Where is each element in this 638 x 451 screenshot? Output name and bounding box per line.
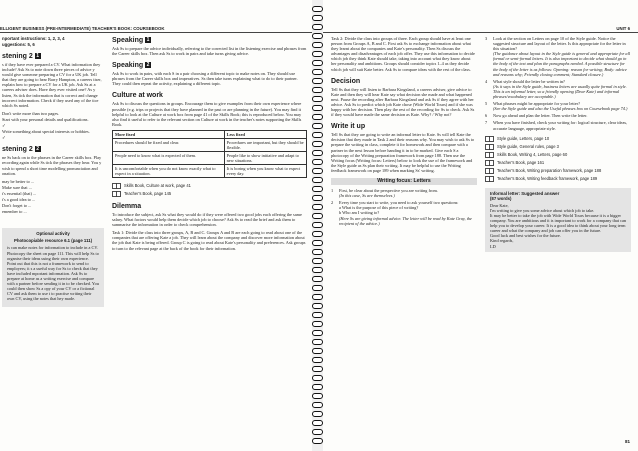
binding-coil: [312, 213, 323, 219]
ref-text: Style guide, General rules, page 3: [497, 144, 559, 150]
binding-coil: [312, 33, 323, 39]
binding-coil: [312, 411, 323, 417]
table-row: [113, 164, 307, 177]
binding-coil: [312, 132, 323, 138]
model-answer-box: [485, 188, 631, 252]
writing-steps-list: [485, 36, 631, 131]
checklist-item: ✓: [2, 123, 6, 129]
culture-at-work-text: Ask Ss to discuss the questions in groups. Encourage them to give examples from their own experience where possible (e.g. trips or projects that they have planned in the past or are planning in the future). You may find it helpful to look at the Culture at work box from page 41 of the Skills Book; this is reproduced below. You may also find it useful to refer to the relevant section on Culture at work in the teacher's notes supporting the Skills Book.: [112, 101, 302, 127]
book-reference-icon: [485, 168, 494, 174]
list-item: [485, 79, 631, 99]
binding-coil: [312, 384, 323, 390]
list-item-number: 5: [485, 101, 488, 107]
book-reference-icon: [485, 160, 494, 166]
book-reference-icon: [485, 176, 494, 182]
listening-2-text: ne Ss back on to the phrases in the Career skills box. Play recording again while Ss tick the phrases they hear. You y wish to spend a short time modelling pronunciation and onation.: [2, 155, 102, 176]
listening-1-heading: [2, 52, 104, 61]
culture-refs: [112, 183, 307, 197]
list-item-text: What style should the letter be written in?: [493, 78, 565, 84]
ref-line: [485, 144, 631, 150]
binding-coil: [312, 438, 323, 444]
table-row: [113, 151, 307, 164]
binding-coil: [312, 267, 323, 273]
dilemma-task-1-text: Task 1: Divide the class into three groups, A, B and C. Groups A and B are each going to read about one of the companies that are offering Kate a job. They will learn about the company and discover more information about the job that Kate is being offered. Group C is going to read about Kate's personality and preferences. Ask groups to turn to the relevant page at the back of the book for their information.: [112, 230, 306, 251]
phrase-list: [2, 179, 104, 215]
letter-line: Kind regards,: [490, 238, 514, 244]
binding-coil: [312, 276, 323, 282]
phrase-item: emember to ...: [2, 209, 27, 215]
ref-line: [112, 183, 307, 189]
list-item-number: 6: [485, 113, 488, 119]
binding-coil: [312, 96, 323, 102]
spiral-binding: [312, 0, 323, 451]
binding-coil: [312, 357, 323, 363]
list-item: [331, 188, 477, 198]
ref-line: [485, 152, 631, 158]
optional-activity-box: [2, 228, 104, 307]
intro-lines: [2, 36, 104, 47]
speaking-1-heading: [112, 36, 307, 45]
table-cell: Procedures should be fixed and clear.: [113, 138, 225, 151]
phrase-item: t's a good idea to ...: [2, 196, 36, 202]
culture-at-work-title: Culture at work: [112, 92, 163, 100]
list-item-note: (In this case, Ss are themselves.): [339, 193, 395, 199]
left-header-text: ELLIGENT BUSINESS (PRE-INTERMEDIATE) TEACHER'S BOOK: COURSEBOOK: [0, 26, 165, 31]
binding-coil: [312, 420, 323, 426]
list-item: [485, 101, 631, 111]
listening-checklist: [2, 111, 104, 140]
binding-coil: [312, 87, 323, 93]
phrase-item: Don't forget to ...: [2, 203, 32, 209]
table-cell: People like to show initiative and adapt to new situations.: [224, 151, 306, 164]
binding-coil: [312, 114, 323, 120]
binding-coil: [312, 240, 323, 246]
list-item-number: 4: [485, 78, 488, 84]
speaking-2-heading: [112, 61, 307, 70]
binding-coil: [312, 231, 323, 237]
ref-line: [485, 168, 631, 174]
list-item-note: (As it says in the Style guide, business letters are usually quite formal in style. This is an informal letter, so a friendly opening (Dear Kate) and informal phrases/vocabulary are acceptable.): [493, 83, 627, 100]
binding-coil: [312, 339, 323, 345]
speaking-2-number: 2: [146, 62, 150, 69]
book-reference-icon: [485, 152, 494, 158]
binding-coil: [312, 294, 323, 300]
table-cell: Procedures are important, but they should be flexible.: [224, 138, 306, 151]
binding-coil: [312, 6, 323, 12]
list-item: [485, 113, 631, 118]
binding-coil: [312, 393, 323, 399]
dilemma-intro-text: To introduce the subject, ask Ss what they would do if they were offered two good jobs each offering the same salary. What factors would help them decide which job to choose? Ask Ss to read the brief and ask them to summarise the information in order to check comprehension.: [112, 211, 302, 228]
ref-line: [112, 191, 307, 197]
binding-coil: [312, 303, 323, 309]
phrase-item: t's essential (that) ...: [2, 190, 37, 196]
book-reference-icon: [485, 136, 494, 142]
binding-coil: [312, 168, 323, 174]
listening-2-heading: [2, 145, 104, 154]
binding-coil: [312, 69, 323, 75]
binding-coil: [312, 312, 323, 318]
optional-activity-subtitle: Photocopiable resource 6.1 (page 111): [13, 238, 93, 244]
speaking-2-text: Ask Ss to work in pairs, with each S in a pair choosing a different topic to make notes on. They should use phrases from the Career skills box and imperatives. Ss then take turns explaining what to do to their partner. They could then repeat the activity, explaining a different topic.: [112, 71, 298, 87]
checklist-item: ✓: [2, 135, 6, 141]
binding-coil: [312, 321, 323, 327]
letter-line: LD: [490, 243, 496, 249]
binding-coil: [312, 366, 323, 372]
list-item-text: Now go ahead and plan the letter. Then write the letter.: [493, 113, 588, 119]
binding-coil: [312, 285, 323, 291]
unit-label: UNIT 6: [616, 26, 630, 31]
list-item: [485, 120, 631, 130]
binding-coil: [312, 186, 323, 192]
table-cell: It is uncomfortable when you do not know exactly what to expect in a situation.: [113, 164, 225, 177]
binding-coil: [312, 24, 323, 30]
writing-focus-bar: Writing focus: Letters: [331, 178, 477, 185]
page-number: 81: [624, 438, 630, 444]
list-item-note: (See the Style guide and also the Useful phrases box on Coursebook page 74.): [493, 106, 628, 112]
binding-coil: [312, 78, 323, 84]
binding-coil: [312, 375, 323, 381]
checklist-item: Don't write more than two pages.: [2, 110, 60, 116]
list-item: [485, 36, 631, 77]
ref-line: [485, 136, 631, 142]
binding-coil: [312, 348, 323, 354]
binding-coil: [312, 105, 323, 111]
write-it-up-text: Tell Ss that they are going to write an informal letter to Kate. Ss will tell Kate the decision that they made in Task 2 and their reasons why. You may wish to ask Ss to prepare the writing in class, complete it for homework and then compare with a partner in the next lesson before handing it in to be marked. Give each S a photocopy of the Writing preparation framework from page 188. Then use the Writing focus (Writing focus: Letters) below to look the use of the framework and the Style guide as Ss plan their writing. It may be helpful to use the Writing feedback framework on page 189 when marking Ss' writing.: [331, 132, 475, 173]
right-page: [323, 0, 638, 451]
left-page-column-2: [112, 34, 307, 254]
binding-coil: [312, 51, 323, 57]
listening-1-title: stening 2: [2, 53, 33, 60]
table-header-cell: More fixed: [113, 130, 225, 138]
right-refs: [485, 136, 631, 182]
write-it-up-title: Write it up: [331, 123, 366, 131]
list-item-number: 3: [485, 36, 488, 41]
listening-2-title: stening 2: [2, 146, 33, 154]
right-running-header: [323, 26, 638, 33]
binding-coil: [312, 204, 323, 210]
binding-coil: [312, 141, 323, 147]
table-row: [113, 138, 307, 151]
letter-line: Good luck and best wishes for the future.: [490, 233, 561, 239]
phrase-item: Make sure that ...: [2, 184, 32, 190]
listening-1-text: s if they have ever prepared a CV. What information they include? Ask Ss to note down three pieces of advice y would give someone preparing a CV for a UK job. Tell that they are going to hear Barry Hampton, a careers tiser, explain how to prepare a CV for a UK job. Ask Ss at a careers adviser does. Have they ever visited one? As y listen, Ss tick the information that is correct and change incorrect information. Check if they used any of the tice which Ss noted.: [2, 62, 102, 108]
binding-coil: [312, 258, 323, 264]
list-item-number: 7: [485, 120, 488, 126]
optional-activity-title: Optional activity: [36, 231, 70, 237]
left-running-header: [0, 26, 312, 33]
binding-coil: [312, 150, 323, 156]
list-item-text: Look at the section on Letters on page 10 of the Style guide. Notice the suggested structure and layout of the letter. Is this appropriate for the letter in this situation?: [493, 36, 626, 52]
intro-line: nportant instructions: 1, 2, 3, 4: [2, 36, 65, 41]
binding-coil: [312, 249, 323, 255]
right-page-column-1: [331, 36, 477, 228]
binding-coil: [312, 402, 323, 408]
speaking-1-text: Ask Ss to prepare the advice individually, referring to the corrected list in the listening exercise and phrases from the Career skills box. Then ask Ss to work in pairs and take turns giving advice.: [112, 46, 307, 57]
letter-line: Dear Kate,: [490, 202, 509, 208]
binding-coil: [312, 60, 323, 66]
letter-line: I'm writing to give you some advice about which job to take.: [490, 207, 595, 213]
letter-line: It may be better to take the job with Wide World Tours because it is a bigger company. You are ambitious and it is important to work for a company that can help you to develop your career. It is a good idea to think about your long term career and what the company and job can offer you in the future.: [490, 212, 626, 234]
list-item-text: First, be clear about the perspective you are writing from.: [339, 188, 438, 194]
binding-coil: [312, 330, 323, 336]
list-item-number: 2: [331, 200, 334, 206]
culture-table-header: [113, 130, 307, 138]
list-item: [331, 200, 477, 225]
table-cell: It is boring when you know what to expect every day.: [224, 164, 306, 177]
phrase-item: may be better to ...: [2, 178, 35, 184]
checklist-item: Start with your personal details and qualifications.: [2, 116, 89, 122]
binding-coil: [312, 429, 323, 435]
speaking-1-title: Speaking: [112, 37, 144, 44]
task-2-text: Task 2: Divide the class into groups of three. Each group should have at least one person from Groups A, B and C. First ask Ss to exchange information about what they learnt about the companies and Kate's personality. Then Ss discuss the advantages and disadvantages of each job offer. They use this information to decide which job they think Kate should take, taking into account what they know about her personality and ambitions. Groups should consider topics 1–4 as they decide which job will suit Kate better. Ask Ss to compare ideas with the rest of the class.: [331, 36, 475, 72]
book-reference-icon: [112, 183, 121, 189]
decision-text: Tell Ss that they will listen to Barbara Kingsland, a careers adviser, give advice to Kate and then they will hear Kate say what decision she made and what happened next. Pause the recording after Barbara Kingsland and ask Ss if they agree with her advice. Ask Ss to predict which job Kate chose (Wide World Tours) and if she was happy with her decision. Then play the rest of the recording for Ss to check. Ask Ss if they would have made the same decision as Kate. Why? / Why not?: [331, 86, 475, 118]
ref-text: Teacher's Book, page 161: [497, 160, 545, 166]
left-page: [0, 0, 312, 451]
binding-coil: [312, 195, 323, 201]
listening-1-number: 1: [36, 53, 40, 59]
table-cell: People need to know what is expected of them.: [113, 151, 225, 164]
list-item-text: When you have finished, check your writing for: logical structure, clear ideas, accurate language, appropriate style.: [493, 120, 628, 131]
model-answer-wordcount: (87 words): [490, 195, 512, 201]
optional-activity-text: is can make notes for information to include in a CV. Photocopy the sheet on page 111. This will help Ss to organise their ideas using their own experience. Point out that this is not a framework to send to employers; it s a useful way for Ss to check that they have included mportant information. Ask Ss to prepare at home as a writing exercise and compare with a partner before sending it in to be checked. You could then show Ss a opy of your CV or a fictional CV and ask them to use t to practise writing their own CV, using the notes that hey made.: [7, 245, 99, 302]
ref-text: Style guide, Letters, page 10: [497, 136, 550, 142]
book-reference-icon: [485, 144, 494, 150]
decision-title: Decision: [331, 77, 361, 85]
right-page-column-2: [485, 36, 631, 252]
list-item-note: (Here Ss are giving informal advice. The letter will be read by Kate Gray, the recipient of the advice.): [339, 215, 472, 226]
list-item-note: (The guidance about layout in the Style guide is general and appropriate for all formal or semi-formal letters. It is also important to decide what should go in the body of the text and plan the paragraphs needed. A possible structure for the body of the letter is as follows: Opening: reason for writing; Body: advice and reasons why; Friendly closing comment; Standard closure.): [493, 51, 630, 77]
list-item-text: Every time you start to write, you need to ask yourself two questions:: [339, 200, 459, 206]
model-answer-title: Informal letter: Suggested answer: [490, 190, 560, 196]
binding-coil: [312, 177, 323, 183]
ref-text: Teacher's Book, page 145: [124, 191, 172, 197]
speaking-1-number: 1: [146, 37, 150, 43]
listening-2-number: 2: [36, 146, 40, 153]
ref-text: Teacher's Book, Writing feedback framework, page 189: [497, 176, 598, 182]
intro-line: uggestions: 5, 6: [2, 41, 35, 47]
writing-focus-list: [331, 188, 477, 226]
binding-coil: [312, 15, 323, 21]
ref-text: Skills Book, Writing 4, Letters, page 60: [497, 152, 568, 158]
list-subitem: b Who am I writing to?: [339, 210, 380, 216]
binding-coil: [312, 123, 323, 129]
binding-coil: [312, 159, 323, 165]
ref-line: [485, 160, 631, 166]
book-reference-icon: [112, 191, 121, 197]
ref-line: [485, 176, 631, 182]
ref-text: Teacher's Book, Writing preparation framework, page 188: [497, 168, 602, 174]
checklist-item: Write something about special interests or hobbies.: [2, 129, 90, 135]
list-item-text: What phrases might be appropriate for your letter?: [493, 101, 580, 107]
binding-coil: [312, 42, 323, 48]
list-subitem: a What is the purpose of this piece of writing?: [339, 205, 419, 211]
speaking-2-title: Speaking: [112, 62, 144, 70]
culture-table: [112, 130, 307, 178]
dilemma-title: Dilemma: [112, 202, 142, 210]
left-page-column-1: [2, 36, 104, 307]
binding-coil: [312, 222, 323, 228]
list-item-number: 1: [331, 188, 334, 194]
table-header-cell: Less fixed: [224, 130, 306, 138]
ref-text: Skills Book, Culture at work, page 41: [124, 183, 191, 189]
